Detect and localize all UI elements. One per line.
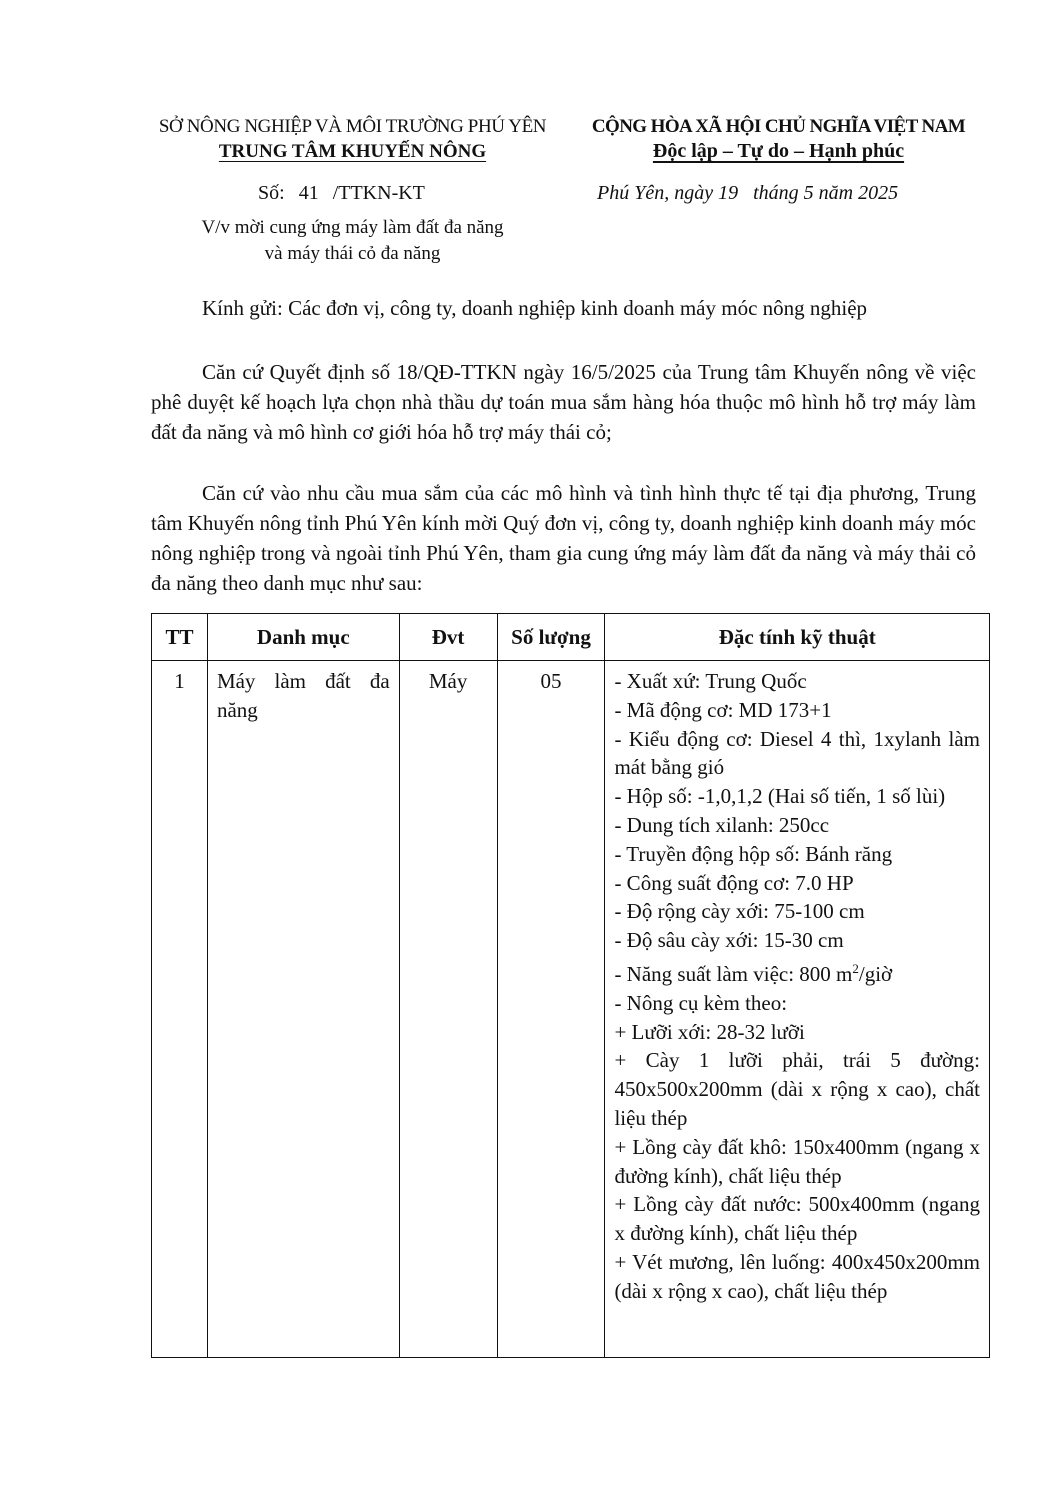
table-header-row [152, 614, 990, 661]
header-unit: Đvt [399, 614, 497, 661]
spec-gearbox: - Hộp số: -1,0,1,2 (Hai số tiến, 1 số lùi) [614, 784, 946, 809]
row-specs [605, 661, 990, 1358]
row-qty: 05 [497, 661, 605, 1358]
body-paragraph-2: Căn cứ vào nhu cầu mua sắm của các mô hình và tình hình thực tế tại địa phương, Trung tâm Khuyến nông tỉnh Phú Yên kính mời Quý đơn vị, công ty, doanh nghiệp kinh doanh máy móc nông nghiệp trong và ngoài tỉnh Phú Yên, tham gia cung ứng máy làm đất đa năng và máy thải cỏ đa năng theo danh mục như sau: [151, 481, 976, 595]
recipient-line [202, 296, 867, 321]
spec-displacement: - Dung tích xilanh: 250cc [614, 812, 830, 837]
spec-wet-cage: + Lồng cày đất nước: 500x400mm (ngang x đường kính), chất liệu thép [614, 1192, 980, 1246]
document-number [258, 182, 425, 205]
republic-title: CỘNG HÒA XÃ HỘI CHỦ NGHĨA VIỆT NAM [591, 116, 966, 137]
spec-plough: + Cày 1 lưỡi phải, trái 5 đường: 450x500x200mm (dài x rộng x cao), chất liệu thép [614, 1048, 980, 1130]
header-name: Danh mục [207, 614, 399, 661]
date-prefix: Phú Yên, ngày [597, 182, 714, 204]
spec-till-depth: - Độ sâu cày xới: 15-30 cm [614, 928, 844, 953]
center-name: TRUNG TÂM KHUYẾN NÔNG [218, 141, 487, 162]
document-date [597, 182, 898, 205]
spec-dry-cage: + Lồng cày đất khô: 150x400mm (ngang x đường kính), chất liệu thép [614, 1134, 980, 1188]
number-label: Số: [258, 182, 285, 204]
date-month-year: tháng 5 năm 2025 [753, 182, 899, 204]
spec-engine-type: - Kiểu động cơ: Diesel 4 thì, 1xylanh làm mát bằng gió [614, 726, 980, 780]
national-motto: Độc lập – Tự do – Hạnh phúc [652, 140, 905, 162]
number-suffix: /TTKN-KT [332, 182, 425, 204]
header-qty: Số lượng [497, 614, 605, 661]
spec-productivity-text: - Năng suất làm việc: 800 m [614, 961, 853, 986]
spec-power: - Công suất động cơ: 7.0 HP [614, 870, 854, 895]
subject-line-1: V/v mời cung ứng máy làm đất đa năng [201, 217, 504, 238]
spec-transmission: - Truyền động hộp số: Bánh răng [614, 841, 893, 866]
equipment-table [151, 613, 990, 1358]
agency-name: SỞ NÔNG NGHIỆP VÀ MÔI TRƯỜNG PHÚ YÊN [158, 116, 547, 137]
spec-ridger: + Vét mương, lên luống: 400x450x200mm (dài x rộng x cao), chất liệu thép [614, 1249, 980, 1303]
row-name: Máy làm đất đa năng [207, 661, 399, 1358]
row-tt: 1 [152, 661, 208, 1358]
spec-tiller-blades: + Lưỡi xới: 28-32 lưỡi [614, 1019, 805, 1044]
spec-productivity-exp: 2 [852, 960, 859, 976]
row-unit: Máy [399, 661, 497, 1358]
issuer-block [140, 114, 565, 164]
table-row [152, 661, 990, 1358]
recipient-text: Các đơn vị, công ty, doanh nghiệp kinh doanh máy móc nông nghiệp [288, 296, 868, 320]
national-heading [566, 114, 991, 164]
document-subject [140, 215, 565, 267]
spec-origin: - Xuất xứ: Trung Quốc [614, 669, 807, 693]
number-value: 41 [298, 182, 319, 204]
spec-till-width: - Độ rộng cày xới: 75-100 cm [614, 899, 865, 924]
subject-line-2: và máy thái cỏ đa năng [264, 243, 441, 264]
header-spec: Đặc tính kỹ thuật [605, 614, 990, 661]
recipient-label: Kính gửi: [202, 296, 283, 320]
spec-productivity [614, 955, 980, 989]
date-day: 19 [718, 182, 739, 204]
spec-productivity-unit: /giờ [858, 961, 893, 986]
spec-engine-code: - Mã động cơ: MD 173+1 [614, 697, 832, 722]
spec-accessories: - Nông cụ kèm theo: [614, 990, 788, 1015]
body-paragraph-1: Căn cứ Quyết định số 18/QĐ-TTKN ngày 16/5/2025 của Trung tâm Khuyến nông về việc phê duyệt kế hoạch lựa chọn nhà thầu dự toán mua sắm hàng hóa thuộc mô hình hỗ trợ máy làm đất đa năng và mô hình cơ giới hóa hỗ trợ máy thái cỏ; [151, 360, 976, 444]
header-tt: TT [152, 614, 208, 661]
